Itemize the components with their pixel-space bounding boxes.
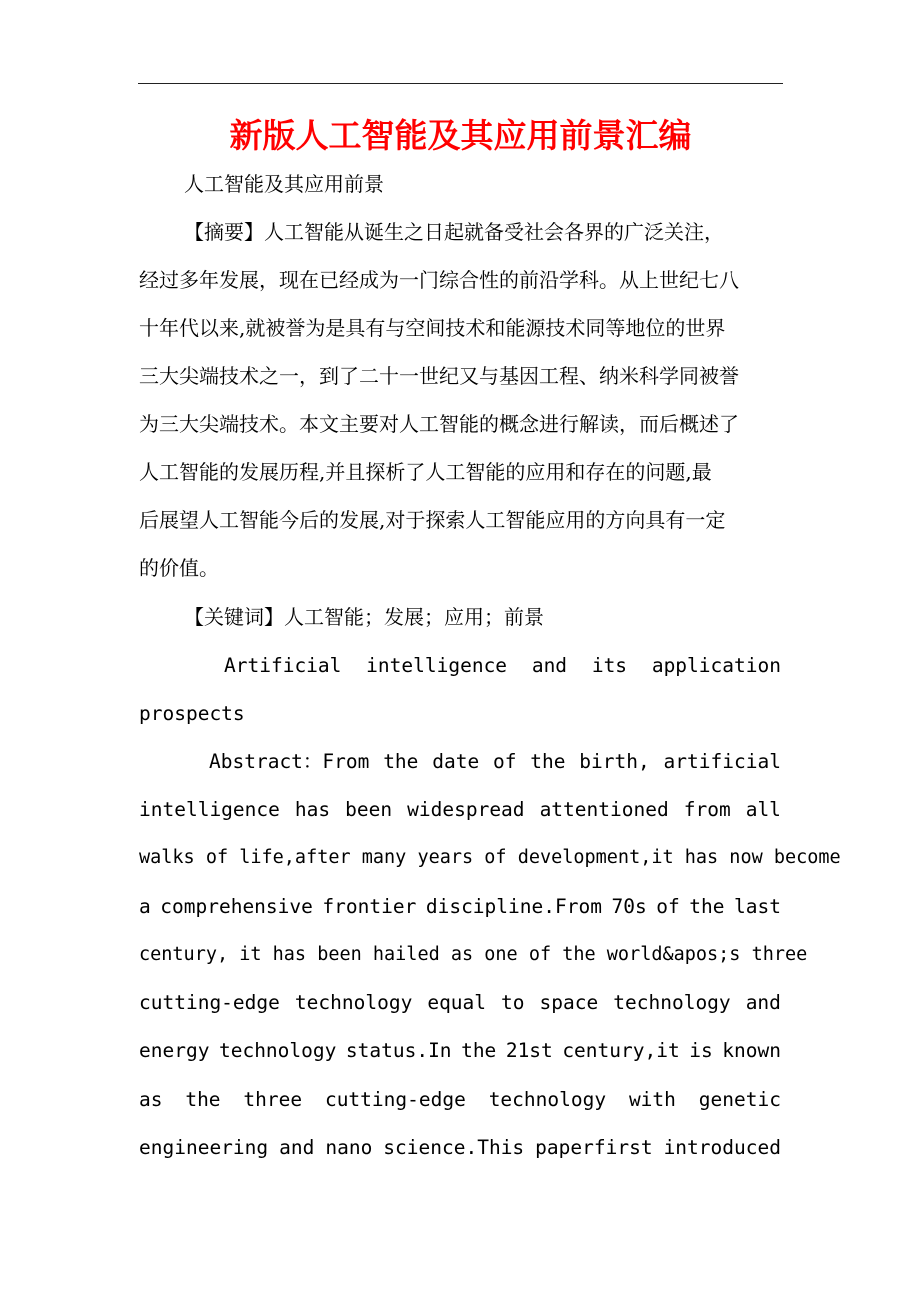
abstract-en-line [139,989,781,1017]
abstract-en-word: has [294,798,331,821]
abstract-en-line [139,1037,781,1065]
abstract-en-word: the [689,895,725,918]
english-title-word: Artificial [224,654,342,677]
abstract-en-word: all [745,798,781,821]
abstract-en-word: paperfirst [535,1136,653,1159]
abstract-en-word: technology [613,991,731,1014]
english-title-line: prospects [139,702,245,725]
abstract-en-word: the [185,1088,221,1111]
english-title-word: its [591,654,628,677]
abstract-en-word: the [530,750,566,773]
english-title-line [224,652,781,680]
abstract-en-word: of [492,750,517,773]
abstract-en-line [209,748,781,776]
document-title: 新版人工智能及其应用前景汇编 [229,116,692,155]
abstract-en-line [139,1134,781,1162]
abstract-en-word: technology [294,991,413,1014]
abstract-en-word: date [432,750,480,773]
abstract-en-word: as [139,1088,163,1111]
abstract-en-word: discipline.From [425,895,602,918]
abstract-en-word: Abstract：From [209,750,370,773]
abstract-en-line [139,893,781,921]
abstract-en-word: science.This [383,1136,525,1159]
abstract-en-word: status.In [345,1039,452,1062]
document-subtitle: 人工智能及其应用前景 [184,172,384,196]
keywords-cn: 【关键词】人工智能；发展；应用；前景 [184,605,544,629]
abstract-cn-line: 十年代以来,就被誉为是具有与空间技术和能源技术同等地位的世界 [139,316,726,340]
abstract-en-word: the [461,1039,497,1062]
abstract-cn-line: 人工智能的发展历程,并且探析了人工智能的应用和存在的问题,最 [139,460,712,484]
abstract-en-word: 21st [505,1039,553,1062]
abstract-en-word: energy [139,1039,210,1062]
abstract-en-word: nano [325,1136,373,1159]
abstract-en-word: three [243,1088,303,1111]
abstract-en-word: engineering [139,1136,269,1159]
abstract-en-word: cutting-edge [139,991,280,1014]
abstract-en-word: been [345,798,393,821]
abstract-en-word: is [689,1039,713,1062]
english-title-word: application [651,654,781,677]
abstract-cn-line: 为三大尖端技术。本文主要对人工智能的概念进行解读，而后概述了 [139,412,739,436]
english-title-word: intelligence [366,654,508,677]
abstract-en-word: to [501,991,525,1014]
abstract-cn-line: 经过多年发展，现在已经成为一门综合性的前沿学科。从上世纪七八 [139,268,739,292]
abstract-cn-line: 后展望人工智能今后的发展,对于探索人工智能应用的方向具有一定 [139,508,726,532]
abstract-en-word: last [733,895,781,918]
abstract-en-word: known [722,1039,781,1062]
abstract-en-word: widespread [407,798,525,821]
abstract-en-word: birth, [579,750,650,773]
abstract-en-word: with [628,1088,676,1111]
abstract-en-word: comprehensive [160,895,313,918]
header-rule [138,83,783,84]
abstract-cn-line: 【摘要】人工智能从诞生之日起就备受社会各界的广泛关注， [184,220,724,244]
abstract-en-word: genetic [698,1088,781,1111]
abstract-en-word: frontier [322,895,417,918]
abstract-cn-line: 三大尖端技术之一，到了二十一世纪又与基因工程、纳米科学同被誉 [139,364,739,388]
abstract-en-line: walks of life,after many years of development,it has now become [139,847,841,868]
abstract-en-word: introduced [663,1136,781,1159]
abstract-en-word: intelligence [139,798,280,821]
abstract-en-word: a [139,895,151,918]
abstract-en-word: cutting-edge [324,1088,466,1111]
abstract-en-word: technology [218,1039,337,1062]
abstract-en-word: equal [427,991,487,1014]
abstract-en-word: technology [488,1088,607,1111]
abstract-en-line [139,1086,781,1114]
abstract-cn-line: 的价值。 [139,556,219,580]
abstract-en-word: and [745,991,781,1014]
english-title-word: and [531,654,568,677]
abstract-en-word: artificial [663,750,781,773]
abstract-en-line: century, it has been hailed as one of the world&apos;s three [139,944,808,965]
abstract-en-word: attentioned [539,798,669,821]
abstract-en-word: the [383,750,419,773]
abstract-en-word: and [279,1136,315,1159]
abstract-en-word: from [683,798,731,821]
abstract-en-word: century,it [562,1039,680,1062]
abstract-en-word: space [539,991,599,1014]
abstract-en-word: of [656,895,680,918]
abstract-en-line [139,796,781,824]
abstract-en-word: 70s [611,895,647,918]
